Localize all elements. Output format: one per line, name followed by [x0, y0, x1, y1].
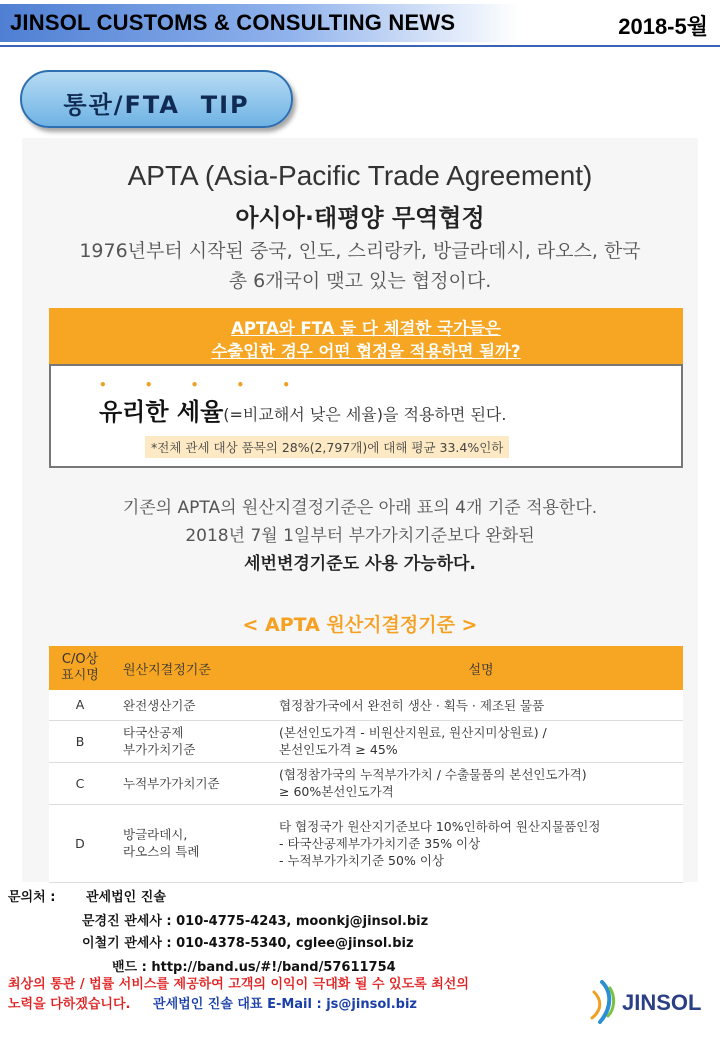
- row-code: A: [49, 690, 111, 720]
- jinsol-logo-icon: [582, 978, 622, 1028]
- header-criterion: 원산지결정기준: [111, 646, 269, 690]
- footer-line-2-wrap: [8, 995, 588, 1015]
- tip-label: 통관/FTA TIP: [63, 91, 250, 119]
- row-code: D: [49, 804, 111, 882]
- apta-infographic: [22, 138, 698, 882]
- footer-message: [8, 975, 588, 1015]
- header-co-code: C/O상 표시명: [49, 646, 111, 690]
- contact-person-1[interactable]: 문경진 관세사 : 010-4775-4243, moonkj@jinsol.biz: [82, 914, 429, 929]
- rule-text: [22, 494, 698, 578]
- criteria-header-row: [49, 646, 683, 690]
- row-name: 완전생산기준: [111, 690, 269, 720]
- apta-intro: [22, 236, 698, 296]
- criteria-title: < APTA 원산지결정기준 >: [242, 614, 478, 636]
- answer-emphasis: 유리한 세율: [99, 398, 224, 426]
- answer-rest: (=비교해서 낮은 세율)을 적용하면 된다.: [223, 405, 507, 424]
- table-row: [49, 690, 683, 720]
- answer-note: *전체 관세 대상 품목의 28%(2,797개)에 대해 평균 33.4%인하: [145, 436, 509, 458]
- intro-line-1: 1976년부터 시작된 중국, 인도, 스리랑카, 방글라데시, 라오스, 한국: [79, 240, 641, 262]
- header-description: 설명: [269, 646, 683, 690]
- row-desc: 타 협정국가 원산지기준보다 10%인하하여 원산지물품인정 - 타국산공제부가가치기준 35% 이상 - 누적부가가치기준 50% 이상: [269, 804, 683, 882]
- answer-text: [99, 392, 506, 427]
- footer-email[interactable]: 관세법인 진솔 대표 E-Mail : js@jinsol.biz: [153, 997, 417, 1012]
- rule-line-3: 세번변경기준도 사용 가능하다.: [244, 554, 476, 574]
- rule-line-1: 기존의 APTA의 원산지결정기준은 아래 표의 4개 기준 적용한다.: [122, 498, 598, 518]
- row-desc: (협정참가국의 누적부가가치 / 수출물품의 본선인도가격) ≥ 60%본선인도가격: [269, 762, 683, 804]
- answer-box: [49, 364, 683, 468]
- intro-line-2: 총 6개국이 맺고 있는 협정이다.: [228, 270, 492, 292]
- row-desc: (본선인도가격 - 비원산지원료, 원산지미상원료) / 본선인도가격 ≥ 45%: [269, 720, 683, 762]
- apta-subtitle: 아시아·태평양 무역협정: [235, 204, 485, 232]
- band-link[interactable]: 밴드 : http://band.us/#!/band/57611754: [112, 960, 396, 975]
- table-row: [49, 762, 683, 804]
- jinsol-logo: [582, 978, 714, 1028]
- apta-title: APTA (Asia-Pacific Trade Agreement): [127, 160, 593, 191]
- emphasis-dots: • • • • •: [99, 378, 308, 392]
- contact-company: 관세법인 진솔: [86, 890, 166, 905]
- row-code: C: [49, 762, 111, 804]
- question-line-1: APTA와 FTA 둘 다 체결한 국가들은: [231, 319, 501, 338]
- question-box: [49, 308, 683, 364]
- tip-badge: [20, 70, 293, 128]
- criteria-table: [49, 646, 683, 883]
- question-line-2: 수출입한 경우 어떤 협정을 적용하면 될까?: [211, 342, 521, 361]
- contact-person-2[interactable]: 이철기 관세사 : 010-4378-5340, cglee@jinsol.biz: [82, 936, 414, 951]
- row-name: 방글라데시, 라오스의 특례: [111, 804, 269, 882]
- footer-line-1: 최상의 통관 / 법률 서비스를 제공하여 고객의 이익이 극대화 될 수 있도록 최선의: [8, 977, 469, 992]
- row-desc: 협정참가국에서 완전히 생산 · 획득 · 제조된 물품: [269, 690, 683, 720]
- row-name: 누적부가가치기준: [111, 762, 269, 804]
- logo-text: JINSOL: [622, 990, 702, 1015]
- row-name: 타국산공제 부가가치기준: [111, 720, 269, 762]
- header-divider: [0, 45, 720, 47]
- issue-date: 2018-5월: [618, 14, 708, 39]
- table-row: [49, 804, 683, 882]
- row-code: B: [49, 720, 111, 762]
- contact-label: 문의처 :: [8, 890, 56, 905]
- newsletter-title: JINSOL CUSTOMS & CONSULTING NEWS: [10, 10, 456, 35]
- footer-line-2: 노력을 다하겠습니다.: [8, 997, 131, 1012]
- newsletter-header: [0, 0, 720, 46]
- table-row: [49, 720, 683, 762]
- rule-line-2: 2018년 7월 1일부터 부가가치기준보다 완화된: [185, 526, 535, 546]
